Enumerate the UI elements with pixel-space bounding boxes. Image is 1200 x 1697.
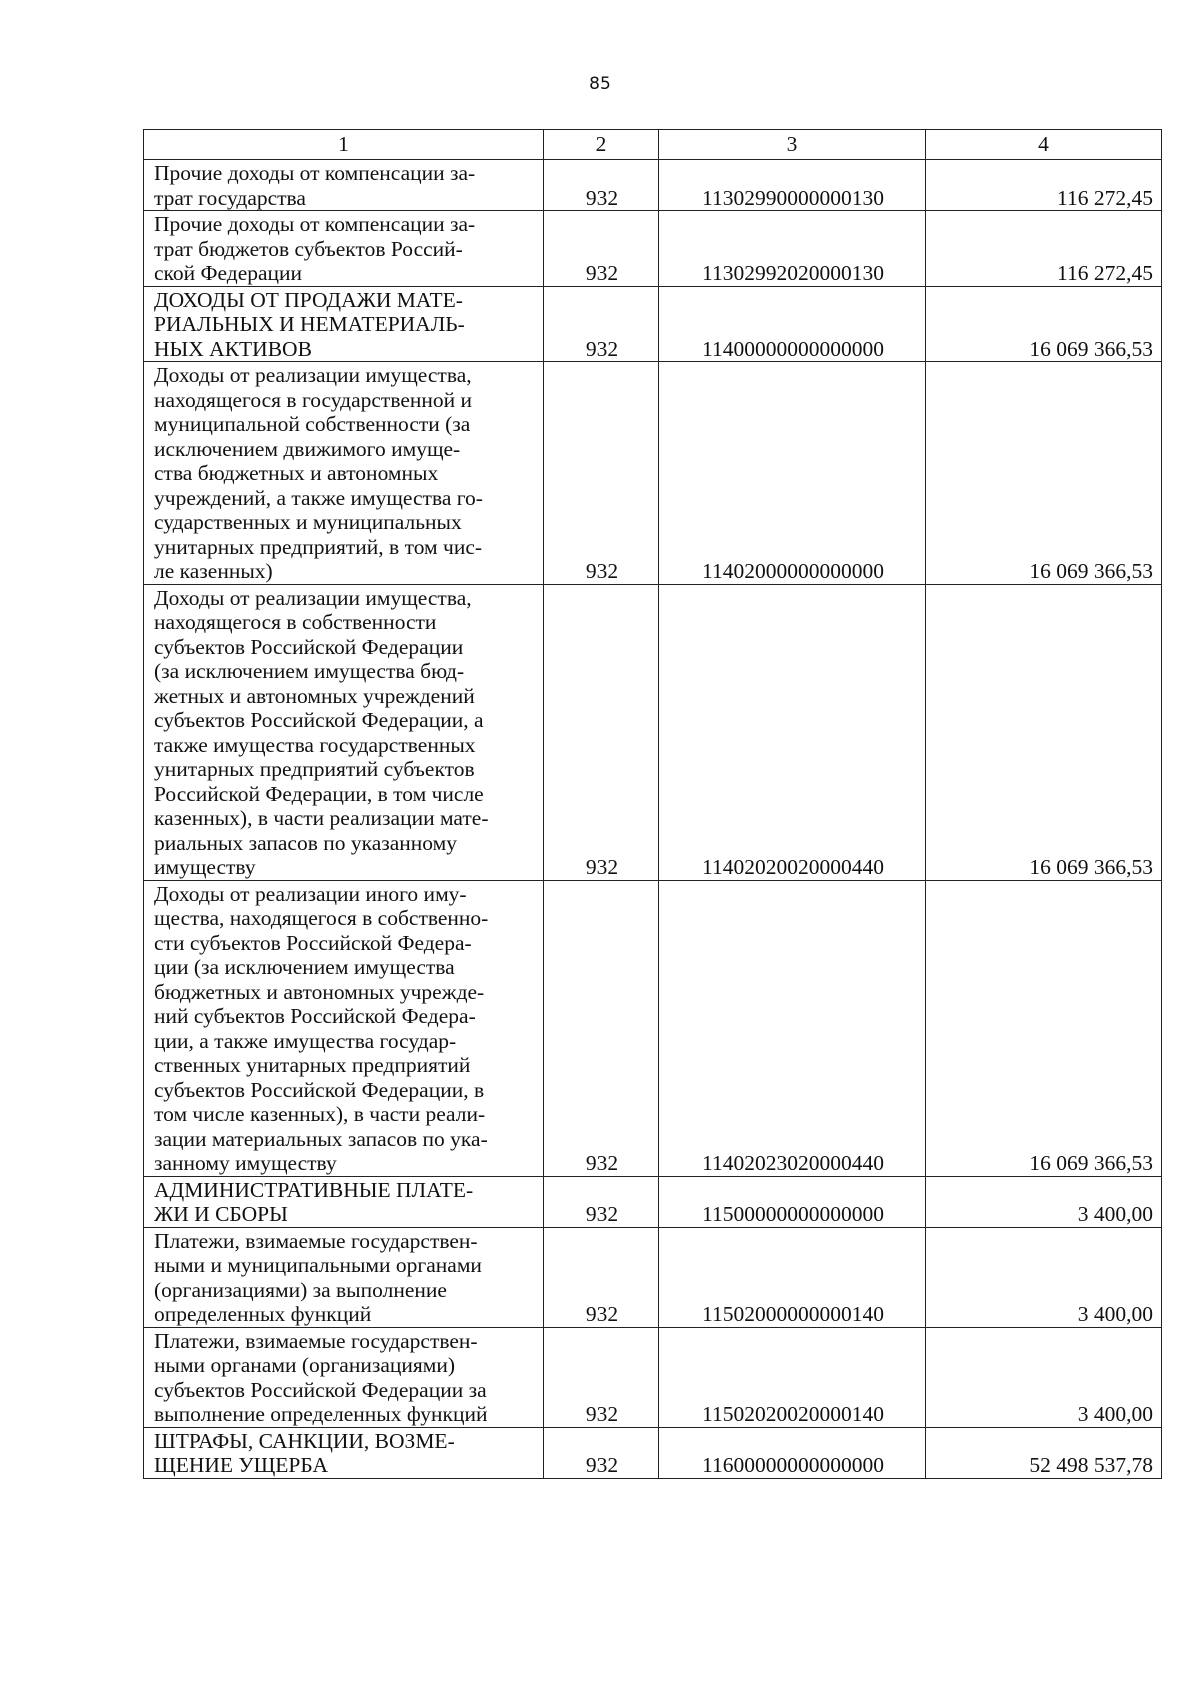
budget-code: 11600000000000000 <box>659 1427 926 1478</box>
description-line: унитарных предприятий, в том чис- <box>154 534 483 559</box>
table-row <box>144 160 1162 211</box>
description-line: ской Федерации <box>154 261 303 285</box>
description-line: сти субъектов Российской Федера- <box>154 930 472 955</box>
description-line: субъектов Российской Федерации <box>154 634 464 659</box>
admin-code: 932 <box>544 1227 659 1327</box>
column-header-2: 2 <box>544 130 659 160</box>
description-line: Прочие доходы от компенсации за- <box>154 212 476 236</box>
admin-code: 932 <box>544 1327 659 1427</box>
admin-code: 932 <box>544 584 659 880</box>
table-row <box>144 1227 1162 1327</box>
budget-code: 11502000000000140 <box>659 1227 926 1327</box>
budget-code: 11502020020000140 <box>659 1327 926 1427</box>
admin-code: 932 <box>544 1427 659 1478</box>
budget-code: 11302990000000130 <box>659 160 926 211</box>
row-description <box>144 584 544 880</box>
description-line: том числе казенных), в части реали- <box>154 1102 486 1126</box>
budget-code: 11500000000000000 <box>659 1176 926 1227</box>
description-line: РИАЛЬНЫХ И НЕМАТЕРИАЛЬ- <box>154 312 465 336</box>
row-description <box>144 160 544 211</box>
description-line: субъектов Российской Федерации, а <box>154 708 484 732</box>
description-line: определенных функций <box>154 1302 372 1326</box>
amount: 52 498 537,78 <box>926 1427 1162 1478</box>
revenue-table <box>143 129 1162 1479</box>
table-row <box>144 1327 1162 1427</box>
amount: 16 069 366,53 <box>926 584 1162 880</box>
description-line: Прочие доходы от компенсации за- <box>154 161 476 185</box>
description-line: бюджетных и автономных учрежде- <box>154 979 485 1004</box>
description-line: зации материальных запасов по ука- <box>154 1126 488 1151</box>
description-line: ства бюджетных и автономных <box>154 461 439 485</box>
description-line: НЫХ АКТИВОВ <box>154 336 312 361</box>
description-line: выполнение определенных функций <box>154 1402 488 1426</box>
description-line: (организациями) за выполнение <box>154 1277 447 1302</box>
description-line: ции, а также имущества государ- <box>154 1028 457 1053</box>
description-line: казенных), в части реализации мате- <box>154 806 489 830</box>
table-row <box>144 211 1162 287</box>
column-header-3: 3 <box>659 130 926 160</box>
description-line: Доходы от реализации иного иму- <box>154 881 467 906</box>
budget-code: 11402000000000000 <box>659 362 926 585</box>
description-line: занному имуществу <box>154 1151 337 1175</box>
row-description <box>144 880 544 1176</box>
budget-code: 11400000000000000 <box>659 286 926 362</box>
description-line: Доходы от реализации имущества, <box>154 363 472 387</box>
amount: 116 272,45 <box>926 160 1162 211</box>
row-description <box>144 211 544 287</box>
table-row <box>144 1176 1162 1227</box>
admin-code: 932 <box>544 286 659 362</box>
description-line: Российской Федерации, в том числе <box>154 781 484 806</box>
description-line: сударственных и муниципальных <box>154 510 462 534</box>
amount: 3 400,00 <box>926 1327 1162 1427</box>
amount: 3 400,00 <box>926 1176 1162 1227</box>
column-header-4: 4 <box>926 130 1162 160</box>
description-line: (за исключением имущества бюд- <box>154 659 465 683</box>
description-line: также имущества государственных <box>154 732 476 757</box>
amount: 116 272,45 <box>926 211 1162 287</box>
description-line: ными органами (организациями) <box>154 1353 456 1377</box>
admin-code: 932 <box>544 1176 659 1227</box>
description-line: жетных и автономных учреждений <box>154 683 475 708</box>
row-description <box>144 1176 544 1227</box>
budget-code: 11402020020000440 <box>659 584 926 880</box>
amount: 3 400,00 <box>926 1227 1162 1327</box>
budget-code: 11302992020000130 <box>659 211 926 287</box>
table-row <box>144 880 1162 1176</box>
description-line: субъектов Российской Федерации, в <box>154 1077 485 1102</box>
description-line: ний субъектов Российской Федера- <box>154 1004 476 1028</box>
row-description <box>144 1227 544 1327</box>
row-description <box>144 1327 544 1427</box>
description-line: ле казенных) <box>154 559 273 583</box>
description-line: находящегося в собственности <box>154 610 437 634</box>
description-line: учреждений, а также имущества го- <box>154 485 483 510</box>
table-row <box>144 362 1162 585</box>
table-header-row <box>144 130 1162 160</box>
description-line: имуществу <box>154 855 256 879</box>
description-line: АДМИНИСТРАТИВНЫЕ ПЛАТЕ- <box>154 1177 474 1202</box>
description-line: Платежи, взимаемые государствен- <box>154 1228 478 1253</box>
row-description <box>144 286 544 362</box>
table-row <box>144 286 1162 362</box>
amount: 16 069 366,53 <box>926 362 1162 585</box>
amount: 16 069 366,53 <box>926 286 1162 362</box>
description-line: трат бюджетов субъектов Россий- <box>154 236 463 261</box>
admin-code: 932 <box>544 211 659 287</box>
description-line: ШТРАФЫ, САНКЦИИ, ВОЗМЕ- <box>154 1428 455 1453</box>
row-description <box>144 362 544 585</box>
description-line: ЩЕНИЕ УЩЕРБА <box>154 1453 328 1477</box>
page-number: 85 <box>589 74 611 94</box>
description-line: трат государства <box>154 185 306 210</box>
description-line: ЖИ И СБОРЫ <box>154 1202 288 1226</box>
table-body <box>144 160 1162 1479</box>
admin-code: 932 <box>544 880 659 1176</box>
description-line: риальных запасов по указанному <box>154 830 458 855</box>
description-line: находящегося в государственной и <box>154 387 473 412</box>
description-line: ции (за исключением имущества <box>154 955 455 979</box>
description-line: ДОХОДЫ ОТ ПРОДАЖИ МАТЕ- <box>154 287 463 312</box>
table-row <box>144 1427 1162 1478</box>
description-line: ными и муниципальными органами <box>154 1253 482 1277</box>
column-header-1: 1 <box>144 130 544 160</box>
row-description <box>144 1427 544 1478</box>
description-line: исключением движимого имуще- <box>154 436 461 461</box>
description-line: муниципальной собственности (за <box>154 412 471 436</box>
description-line: унитарных предприятий субъектов <box>154 757 475 781</box>
description-line: ственных унитарных предприятий <box>154 1053 471 1077</box>
description-line: Платежи, взимаемые государствен- <box>154 1328 478 1353</box>
description-line: щества, находящегося в собственно- <box>154 906 489 930</box>
description-line: субъектов Российской Федерации за <box>154 1377 487 1402</box>
amount: 16 069 366,53 <box>926 880 1162 1176</box>
admin-code: 932 <box>544 160 659 211</box>
table-row <box>144 584 1162 880</box>
description-line: Доходы от реализации имущества, <box>154 585 472 610</box>
budget-code: 11402023020000440 <box>659 880 926 1176</box>
admin-code: 932 <box>544 362 659 585</box>
